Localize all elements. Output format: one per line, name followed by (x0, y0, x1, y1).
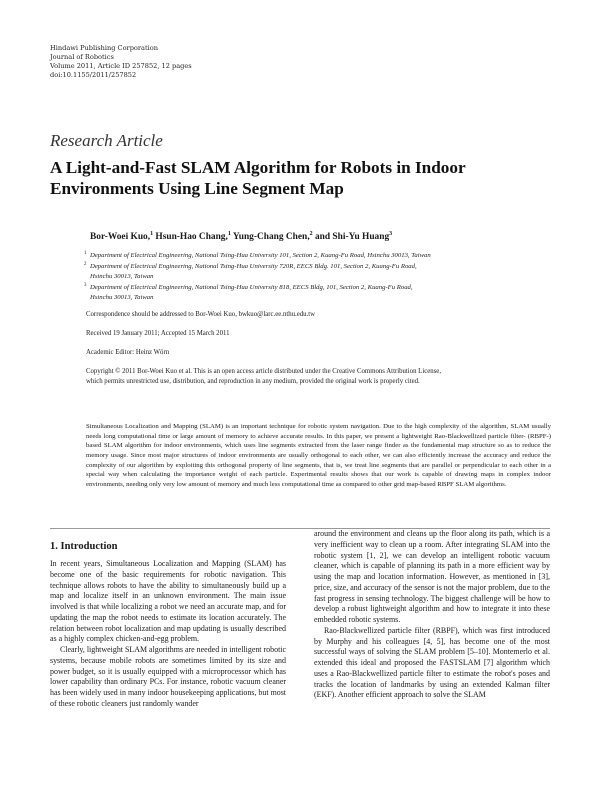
section-heading: 1. Introduction (50, 541, 118, 552)
paragraph: around the environment and cleans up the floor along its path, which is a very inefficient way to clean up a room. After integrating SLAM into the robotic system [1, 2], we can develop an intelligent robotic vacuum cleaner, which is capable of planning its path in a more efficient way by using the map and location information. However, as mentioned in [3], price, size, and accuracy of the sensor is not the major problem, due to the fast progress in sensing technology. The biggest challenge will be how to develop a robust lightweight algorithm and how to integrate it into these embedded robotic systems. (314, 529, 550, 624)
affiliation-text-cont: Hsinchu 30013, Taiwan (90, 273, 154, 281)
journal-name: Journal of Robotics (50, 53, 114, 61)
copyright-line-1: Copyright © 2011 Bor-Woei Kuo et al. This is an open access article distributed under the Creative Commons Attribution License, (86, 368, 442, 375)
title-line-1: A Light-and-Fast SLAM Algorithm for Robots in Indoor (50, 158, 466, 177)
affiliation-text: Department of Electrical Engineering, National Tsing-Hua University 720R, EECS Bldg. 101, Section 2, Kuang-Fu Road, (90, 262, 417, 270)
author-name: and Shi-Yu Huang (314, 232, 390, 243)
author-name: Yung-Chang Chen, (232, 232, 310, 243)
left-column (50, 559, 286, 710)
affiliation-text-cont: Hsinchu 30013, Taiwan (90, 294, 154, 302)
doi[interactable]: doi:10.1155/2011/257852 (50, 71, 137, 79)
article-type: Research Article (50, 131, 163, 150)
paper-title (50, 157, 550, 199)
affiliation-text: Department of Electrical Engineering, National Tsing-Hua University 101, Section 2, Kuang-Fu Road, Hsinchu 30013, Taiwan (90, 252, 431, 259)
journal-header (50, 44, 192, 80)
author-affiliation-mark: 2 (309, 231, 313, 237)
copyright-line-2: which permits unrestricted use, distribution, and reproduction in any medium, provided the original work is properly cited. (86, 377, 420, 385)
affiliation (86, 262, 556, 283)
volume-info: Volume 2011, Article ID 257852, 12 pages (50, 62, 192, 70)
affiliation-mark: 2 (84, 261, 87, 267)
affiliation-mark: 3 (84, 282, 87, 288)
paragraph: In recent years, Simultaneous Localization and Mapping (SLAM) has become one of the basic requirements for robotic navigation. This technique allows robots to have the ability to simultaneously build up a map and localize itself in an unknown environment. The main issue involved is that while localizing a robot we need an accurate map, and for updating the map the robot needs to estimate its location accurately. The relation between robot localization and map updating is usually described as a highly complex chicken-and-egg problem. (50, 559, 286, 644)
author-name: Hsun-Hao Chang, (155, 232, 228, 243)
paragraph: Rao-Blackwellized particle filter (RBPF), which was first introduced by Murphy and his colleagues [4, 5], has become one of the most successful ways of solving the SLAM problem [5–10]. Montemerlo et al. extended this ideal and proposed the FASTSLAM [7] algorithm which uses a Rao-Blackwellized particle filter to estimate the robot's poses and tracks the location of landmarks by using an extended Kalman filter (EKF). Another efficient approach to solve the SLAM (314, 625, 550, 700)
correspondence[interactable]: Correspondence should be addressed to Bor-Woei Kuo, bwkuo@larc.ee.nthu.edu.tw (86, 311, 316, 318)
affiliation-text: Department of Electrical Engineering, National Tsing-Hua University 818, EECS Bldg, 101, Section 2, Kuang-Fu Road, (90, 283, 413, 291)
author-affiliation-mark: 1 (227, 231, 231, 237)
affiliation (86, 283, 556, 304)
copyright (86, 367, 556, 386)
abstract: Simultaneous Localization and Mapping (SLAM) is an important technique for robotic system navigation. Due to the high complexity of the algorithm, SLAM usually needs long computational time or large amount of memory to achieve accurate results. In this paper, we present a lightweight Rao-Blackwellized particle filter- (RBPF-) based SLAM algorithm for indoor environments, which uses line segments extracted from the laser range finder as the fundamental map structure so as to reduce the memory usage. Since most major structures of indoor environments are usually orthogonal to each other, we can also efficiently increase the accuracy and reduce the complexity of our algorithm by exploiting this orthogonal property of line segments, that is, we treat line segments that are parallel or perpendicular to each other in a special way when calculating the importance weight of each particle. Experimental results shows that our work is capable of drawing maps in complex indoor environments, needing only very low amount of memory and much less computational time as compared to other grid map-based RBPF SLAM algorithms. (86, 423, 551, 488)
paragraph: Clearly, lightweight SLAM algorithms are needed in intelligent robotic systems, because mobile robots are sometimes limited by its size and power budget, so it is usually equipped with a microprocessor which has lower capability than ordinary PCs. For instance, robotic vacuum cleaner has been widely used in many indoor housekeeping applications, but most of these robotic cleaners just randomly wander (50, 645, 286, 708)
right-column (314, 529, 550, 701)
author-affiliation-mark: 1 (150, 231, 154, 237)
title-line-2: Environments Using Line Segment Map (50, 179, 344, 198)
author-name: Bor-Woei Kuo, (90, 232, 151, 243)
publisher: Hindawi Publishing Corporation (50, 44, 158, 52)
author-affiliation-mark: 3 (389, 231, 393, 237)
author-list (90, 231, 392, 242)
affiliation (86, 251, 556, 262)
affiliation-mark: 1 (84, 251, 87, 256)
academic-editor: Academic Editor: Heinz Wörn (86, 349, 170, 356)
affiliations (86, 251, 556, 304)
received-dates: Received 19 January 2011; Accepted 15 March 2011 (86, 330, 230, 337)
